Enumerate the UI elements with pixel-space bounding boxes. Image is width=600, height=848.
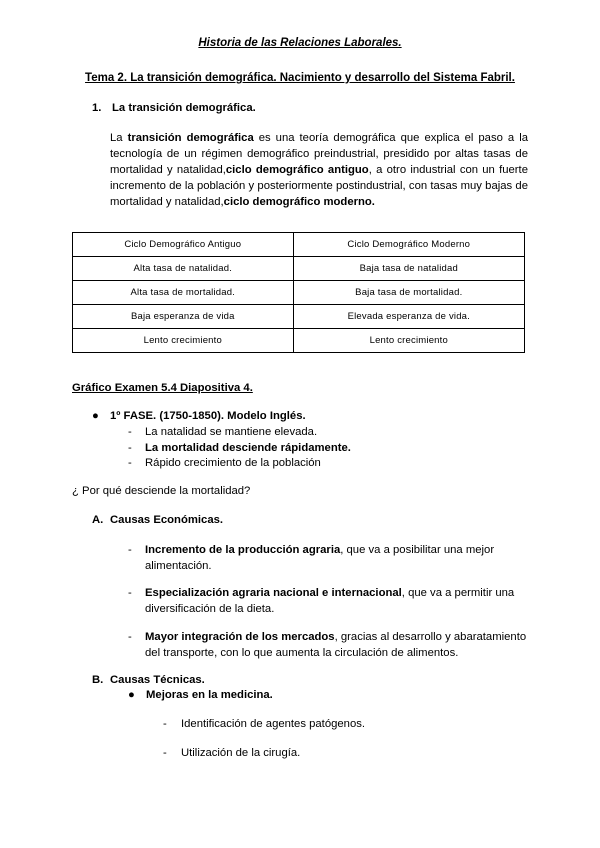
list-item-text: Identificación de agentes patógenos.: [181, 718, 366, 730]
topic-title: Tema 2. La transición demográfica. Nacimiento y desarrollo del Sistema Fabril.: [85, 72, 515, 84]
phase-heading: [92, 410, 306, 422]
cause-b-letter: B.: [92, 674, 104, 686]
intro-bold-2: ciclo demográfico antiguo: [225, 164, 369, 176]
section-title: La transición demográfica.: [112, 102, 256, 114]
medicine-title: Mejoras en la medicina.: [146, 689, 273, 701]
dash-icon: -: [163, 718, 167, 730]
list-item: [128, 630, 528, 661]
table-cell: Alta tasa de mortalidad.: [73, 281, 294, 305]
list-item: [128, 425, 351, 441]
list-item-text: La mortalidad desciende rápidamente.: [145, 441, 351, 454]
list-item: [163, 747, 300, 759]
list-item-text: Incremento de la producción agraria, que va a posibilitar una mejor alimentación.: [145, 544, 495, 572]
cause-a-title: Causas Económicas.: [110, 514, 224, 526]
medicine-heading: [128, 689, 273, 701]
table-cell: Baja tasa de natalidad: [293, 257, 524, 281]
phase-title: 1º FASE. (1750-1850). Modelo Inglés.: [110, 410, 306, 422]
intro-text-2: es una teoría demográfica que explica el paso a la tecnología de un régimen demográfico preindustrial, presidido por altas tasas de mortalidad y natalidad,: [110, 132, 528, 176]
cause-a-heading: [92, 514, 223, 526]
table-cell: Lento crecimiento: [293, 329, 524, 353]
dash-icon: -: [128, 631, 132, 643]
document-title: Historia de las Relaciones Laborales.: [198, 37, 402, 49]
table-row: [73, 257, 525, 281]
list-item-text: La natalidad se mantiene elevada.: [145, 426, 318, 438]
list-item: [128, 441, 351, 457]
dash-icon: -: [128, 441, 132, 454]
list-item-text: Especialización agraria nacional e internacional, que va a permitir una diversificación de la dieta.: [145, 587, 515, 615]
list-item: [128, 586, 528, 617]
list-item: [163, 718, 365, 730]
table-header-row: [73, 233, 525, 257]
table-cell: Baja esperanza de vida: [73, 305, 294, 329]
table-cell: Lento crecimiento: [73, 329, 294, 353]
section-number: 1.: [92, 102, 102, 114]
cause-a-letter: A.: [92, 514, 104, 526]
list-item-text: Mayor integración de los mercados, gracias al desarrollo y abaratamiento del transporte, con lo que aumenta la circulación de alimentos.: [145, 631, 527, 659]
table-header: Ciclo Demográfico Antiguo: [73, 233, 294, 257]
cause-b-title: Causas Técnicas.: [110, 674, 205, 686]
intro-paragraph: [110, 130, 528, 210]
phase-list: [128, 425, 351, 472]
demographic-cycle-table: [72, 232, 525, 353]
bullet-icon: ●: [128, 689, 135, 701]
list-item-text: Utilización de la cirugía.: [181, 747, 301, 759]
dash-icon: -: [128, 544, 132, 556]
table-cell: Elevada esperanza de vida.: [293, 305, 524, 329]
question-text: ¿ Por qué desciende la mortalidad?: [72, 485, 251, 497]
table-cell: Baja tasa de mortalidad.: [293, 281, 524, 305]
list-item: [128, 543, 528, 574]
intro-text-1: La: [110, 132, 128, 144]
section-heading: [92, 102, 256, 114]
dash-icon: -: [128, 426, 132, 438]
table-cell: Alta tasa de natalidad.: [73, 257, 294, 281]
table-row: [73, 329, 525, 353]
dash-icon: -: [128, 587, 132, 599]
intro-text-3: , a otro industrial con un fuerte incremento de la población y posteriormente postindustrial, con tasas muy bajas de mortalidad y natalidad,: [110, 164, 528, 208]
intro-bold-1: transición demográfica: [127, 132, 254, 144]
chart-reference: Gráfico Examen 5.4 Diapositiva 4.: [72, 382, 253, 394]
dash-icon: -: [163, 747, 167, 759]
list-item-text: Rápido crecimiento de la población: [145, 457, 321, 469]
cause-b-heading: [92, 674, 205, 686]
bullet-icon: ●: [92, 410, 99, 422]
table-row: [73, 281, 525, 305]
list-item: [128, 456, 351, 472]
dash-icon: -: [128, 457, 132, 469]
table-row: [73, 305, 525, 329]
intro-bold-3: ciclo demográfico moderno.: [223, 196, 375, 208]
table-header: Ciclo Demográfico Moderno: [293, 233, 524, 257]
